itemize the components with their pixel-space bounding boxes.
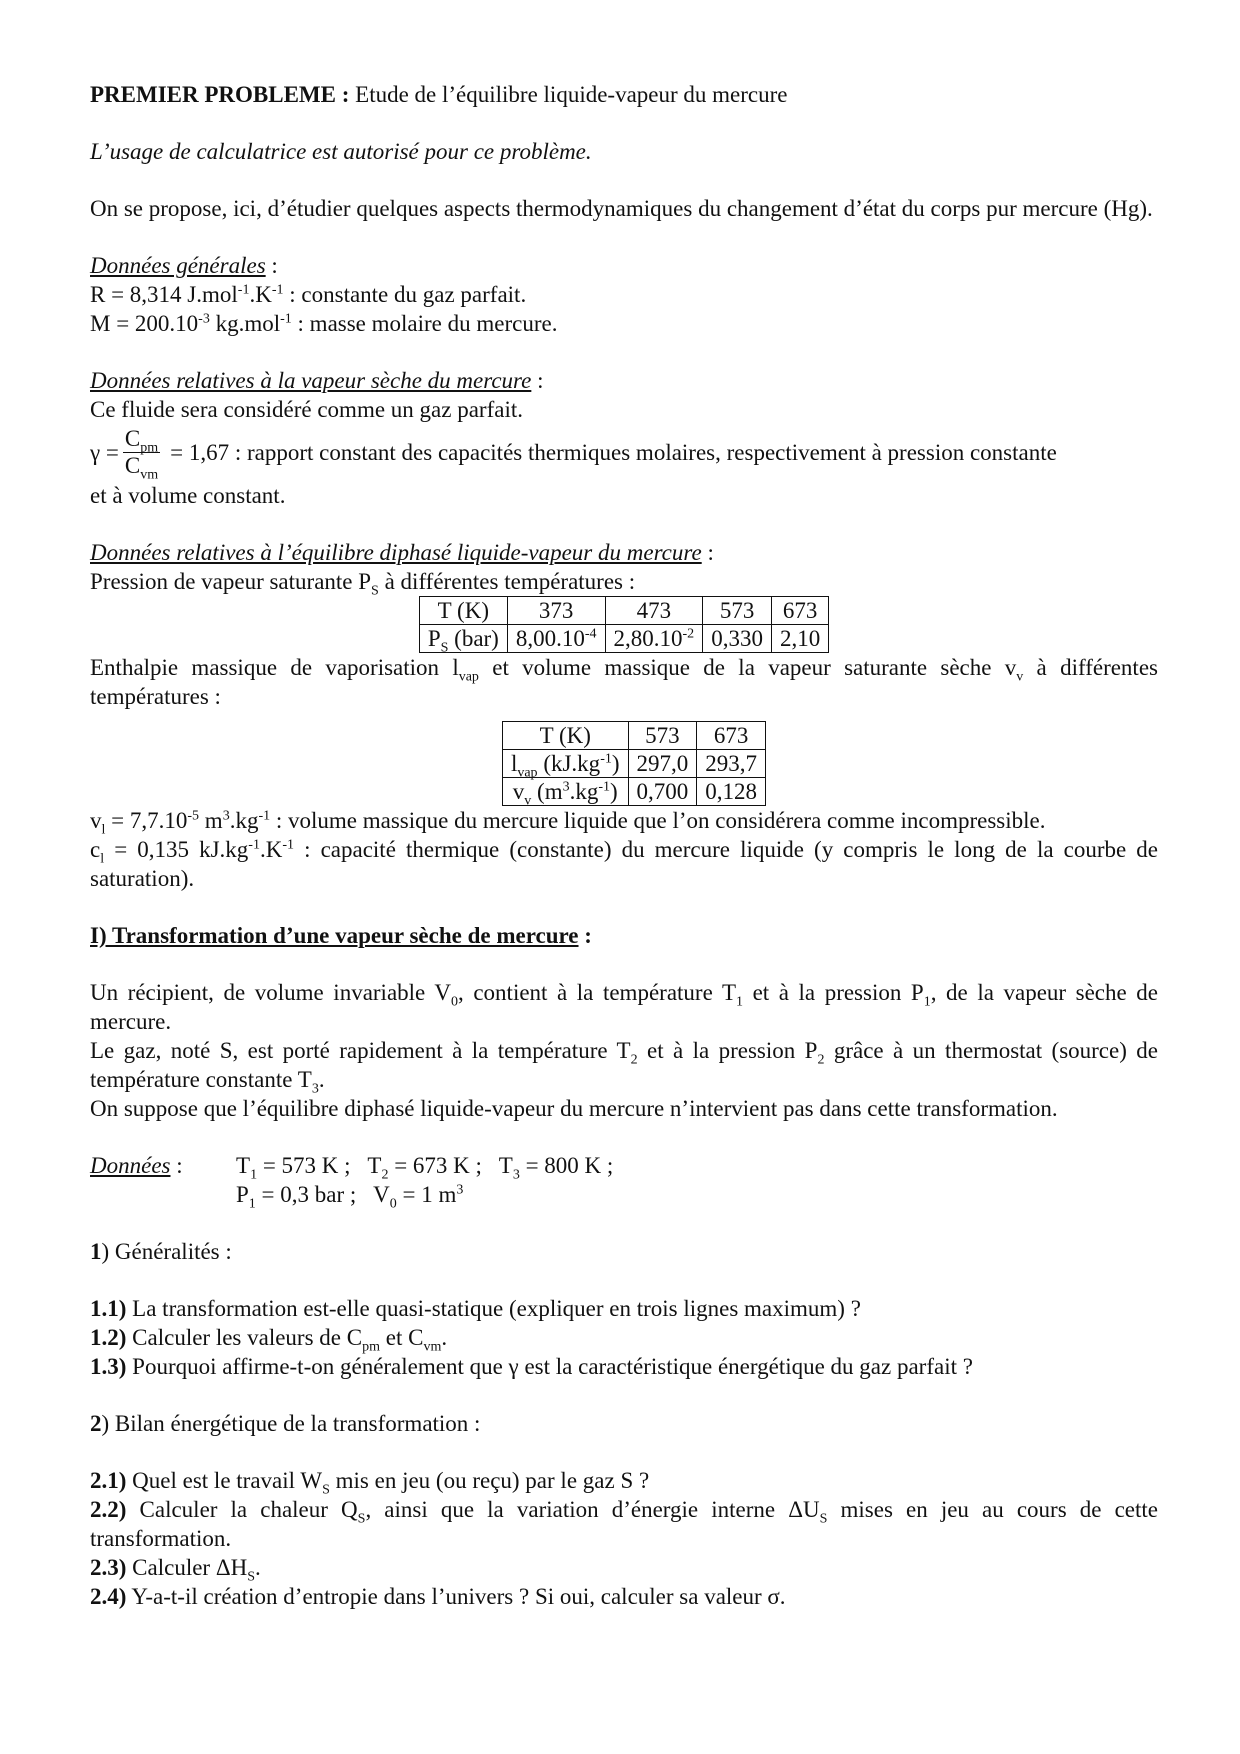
gamma-definition-end: et à volume constant. [90,483,286,508]
section-1-heading: I) Transformation d’une vapeur sèche de mercure : [90,923,592,948]
section-1-data: Données : $T_1 = 573$ K ; $T_2 = 673$ K ; $T_3 = 800$ K ; $P_1 = 0,3$ bar ; $V_0 = 1$ $m^3$ [90,1153,614,1212]
table-row: $v_v$ $(m^3.kg^{-1})$ 0,700 0,128 [502,778,765,806]
part-1-heading: 1) Généralités : [90,1239,232,1264]
table-row: $P_S$ (bar) $8,00.10^{-4}$ $2,80.10^{-2}$ 0,330 2,10 [419,625,828,653]
question-1-3: 1.3) Pourquoi affirme-t-on généralement que γ est la caractéristique énergétique du gaz parfait ? [90,1354,973,1379]
liquid-heat-capacity-line: $c_l = 0,135$ $kJ.kg^{-1}.K^{-1}$ : capacité thermique (constante) du mercure liquide (y compris le long de la courbe de saturation). [90,837,1159,891]
question-2-3: 2.3) Calculer $\Delta H_S$. [90,1555,261,1585]
vaporisation-table [502,721,766,809]
gamma-fraction: $\frac{C_{pm}}{C_{vm}}$ [124,426,159,483]
saturation-pressure-table [419,596,829,656]
equilibrium-data-heading: Données relatives à l’équilibre diphasé liquide-vapeur du mercure : [90,540,714,565]
gas-constant-line: R = 8,314 $J.mol^{-1}.K^{-1}$ : constante du gaz parfait. [90,282,527,307]
calculator-note: L’usage de calculatrice est autorisé pour ce problème. [90,139,592,164]
section-1-paragraph-1: Un récipient, de volume invariable $V_0$, contient à la température $T_1$ et à la pression $P_1$, de la vapeur sèche de mercure. [90,980,1158,1034]
question-2-2: 2.2) Calculer la chaleur $Q_S$, ainsi que la variation d’énergie interne $\Delta U_S$ mises en jeu au cours de cette transformation. [90,1497,1158,1551]
document-page [90,80,1158,1611]
question-1-2: 1.2) Calculer les valeurs de $C_{pm}$ et $C_{vm}$. [90,1325,448,1355]
table-row: $l_{vap}$ $(kJ.kg^{-1})$ 297,0 293,7 [502,750,765,778]
ideal-gas-line: Ce fluide sera considéré comme un gaz parfait. [90,397,523,422]
general-data-heading: Données générales : [90,253,278,278]
molar-mass-line: $M = 200.10^{-3}$ kg.mol$^{-1}$ : masse molaire du mercure. [90,311,558,336]
table-row: T (K) 373 473 573 673 [419,597,828,625]
vaporisation-intro: Enthalpie massique de vaporisation $l_{vap}$ et volume massique de la vapeur saturante sèche $v_v$ à différentes températures : [90,655,1158,709]
problem-title: PREMIER PROBLEME : Etude de l’équilibre liquide-vapeur du mercure [90,82,788,107]
part-2-heading: 2) Bilan énergétique de la transformation : [90,1411,481,1436]
table-row: T (K) 573 673 [502,722,765,750]
saturation-pressure-intro: Pression de vapeur saturante $P_S$ à différentes températures : [90,569,636,599]
liquid-volume-line: $v_l = 7,7.10^{-5}$ $m^3.kg^{-1}$ : volume massique du mercure liquide que l’on considérera comme incompressible. [90,808,1046,838]
vapour-data-heading: Données relatives à la vapeur sèche du mercure : [90,368,544,393]
question-2-1: 2.1) Quel est le travail $W_S$ mis en jeu (ou reçu) par le gaz S ? [90,1468,650,1498]
gamma-definition: γ = $\frac{C_{pm}}{C_{vm}}$ = 1,67 : rapport constant des capacités thermiques molaires, respectivement à pression constante [90,426,1057,483]
section-1-paragraph-3: On suppose que l’équilibre diphasé liquide-vapeur du mercure n’intervient pas dans cette transformation. [90,1096,1058,1121]
question-1-1: 1.1) La transformation est-elle quasi-statique (expliquer en trois lignes maximum) ? [90,1296,861,1321]
section-1-paragraph-2: Le gaz, noté S, est porté rapidement à la température $T_2$ et à la pression $P_2$ grâce à un thermostat (source) de température constante $T_3$. [90,1038,1158,1097]
question-2-4: 2.4) Y-a-t-il création d’entropie dans l’univers ? Si oui, calculer sa valeur σ. [90,1584,786,1609]
intro-paragraph: On se propose, ici, d’étudier quelques aspects thermodynamiques du changement d’état du corps pur mercure (Hg). [90,196,1153,221]
